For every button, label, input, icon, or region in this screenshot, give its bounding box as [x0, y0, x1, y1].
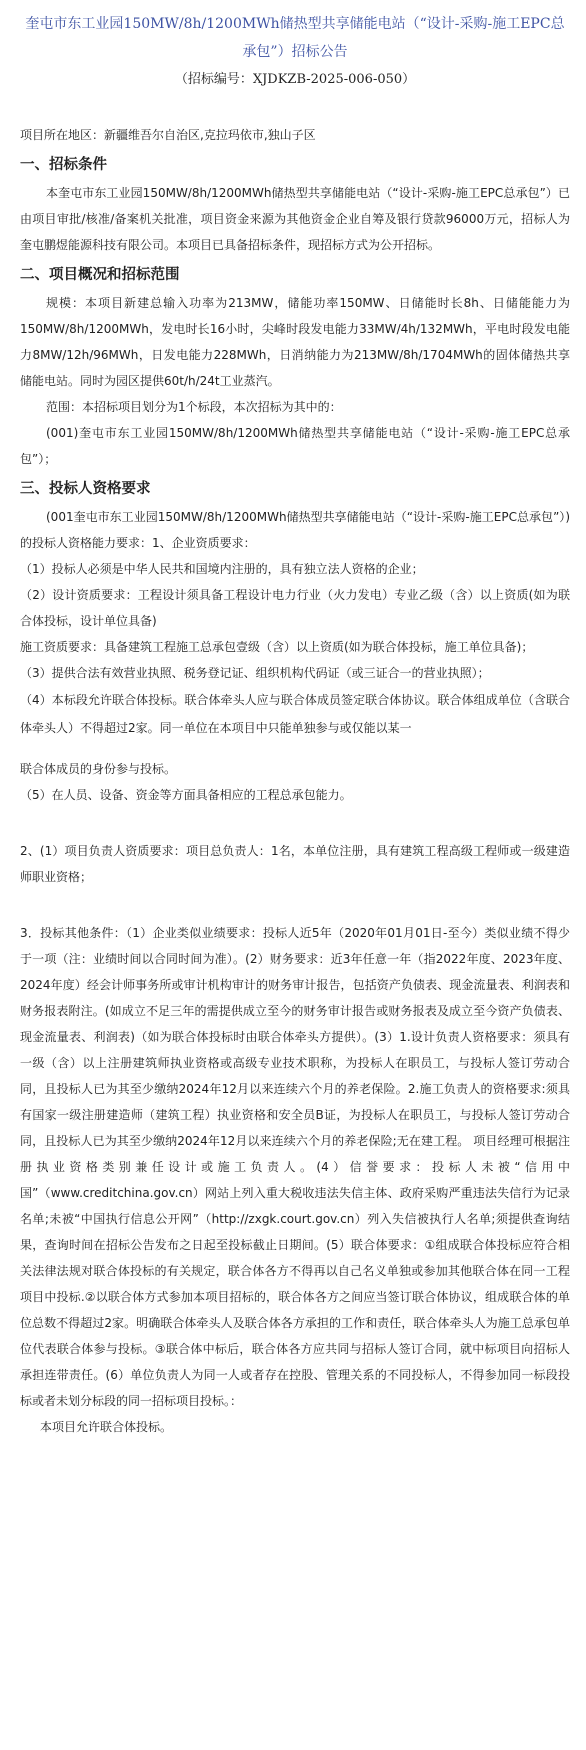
lot-description: (001)奎屯市东工业园150MW/8h/1200MWh储热型共享储能电站（“设计-采购-施工EPC总承包”）； [20, 426, 570, 466]
notice-title: 奎屯市东工业园150MW/8h/1200MWh储热型共享储能电站（“设计-采购-施工EPC总承包”）招标公告 [25, 16, 565, 60]
requirement-4-continued: 联合体成员的身份参与投标。 [20, 762, 177, 776]
requirement-3: （3）提供合法有效营业执照、税务登记证、组织机构代码证（或三证合一的营业执照）； [20, 666, 490, 680]
requirement-5: （5）在人员、设备、资金等方面具备相应的工程总承包能力。 [20, 788, 352, 802]
other-conditions-text: 3．投标其他条件：（1）企业类似业绩要求：投标人近5年（2020年01月01日-至今）类似业绩不得少于一项（注：业绩时间以合同时间为准）。(2）财务要求：近3年任意一年（指2022年度、2023年度、2024年度）经会计师事务所或审计机构审计的财务审计报告，包括资产负债表、现金流量表、利润表和财务报表附注。(如成立不足三年的需提供成立至今的财务审计报告或财务报表及成立至今资产负债表、现金流量表、利润表)（如为联合体投标时由联合体牵头方提供）。(3）1.设计负责人资格要求：须具有一级（含）以上注册建筑师执业资格或高级专业技术职称，为投标人在职员工，与投标人签订劳动合同，且投标人已为其至少缴纳2024年12月以来连续六个月的养老保险。2.施工负责人的资格要求:须具有国家一级注册建造师（建筑工程）执业资格和安全员B证，为投标人在职员工，与投标人签订劳动合同，且投标人已为其至少缴纳2024年12月以来连续六个月的养老保险;无在建工程。 项目经理可根据注册执业资格类别兼任设计或施工负责人。(4）信誉要求：投标人未被“信用中国”（www.creditchina.gov.cn）网站上列入重大税收违法失信主体、政府采购严重违法失信行为记录名单;未被“中国执行信息公开网”（http://zxgk.court.gov.cn）列入失信被执行人名单;须提供查询结果，查询时间在招标公告发布之日起至投标截止日期间。(5）联合体要求：①组成联合体投标应符合相关法律法规对联合体投标的有关规定，联合体各方不得再以自己名义单独或参加其他联合体在同一工程项目中投标.②以联合体方式参加本项目招标的，联合体各方之间应当签订联合体协议，组成联合体的单位总数不得超过2家。明确联合体牵头人及联合体各方承担的工作和责任，联合体牵头人为施工总承包单位代表联合体参与投标。③联合体中标后，联合体各方应共同与招标人签订合同，就中标项目向招标人承担连带责任。(6）单位负责人为同一人或者存在控股、管理关系的不同投标人，不得参加同一标段投标或者未划分标段的同一招标项目投标。： [20, 926, 570, 1408]
bid-number: （招标编号：XJDKZB-2025-006-050） [174, 72, 416, 87]
project-manager-requirement: 2、(1）项目负责人资质要求：项目总负责人：1名，本单位注册，具有建筑工程高级工程师或一级建造师职业资格； [20, 844, 570, 884]
requirement-4: （4）本标段允许联合体投标。联合体牵头人应与联合体成员签定联合体协议。联合体组成单位（含联合体牵头人）不得超过2家。同一单位在本项目中只能单独参与或仅能以某一 [20, 693, 570, 735]
requirement-2-design: （2）设计资质要求：工程设计须具备工程设计电力行业（火力发电）专业乙级（含）以上资质(如为联合体投标，设计单位具备) [20, 588, 570, 628]
requirement-1: （1）投标人必须是中华人民共和国境内注册的，具有独立法人资格的企业； [20, 562, 424, 576]
qualification-intro: (001奎屯市东工业园150MW/8h/1200MWh储热型共享储能电站（“设计-采购-施工EPC总承包”）)的投标人资格能力要求：1、企业资质要求： [20, 510, 570, 550]
bidding-conditions-text: 本奎屯市东工业园150MW/8h/1200MWh储热型共享储能电站（“设计-采购-施工EPC总承包”）已由项目审批/核准/备案机关批准，项目资金来源为其他资金企业自筹及银行贷款96000万元，招标人为奎屯鹏煜能源科技有限公司。本项目已具备招标条件，现招标方式为公开招标。 [20, 186, 570, 252]
project-scale-text: 规模：本项目新建总输入功率为213MW，储能功率150MW、日储能时长8h、日储能能力为150MW/8h/1200MWh，发电时长16小时，尖峰时段发电能力33MW/4h/132MWh，平电时段发电能力8MW/12h/96MWh，日发电能力228MWh，日消纳能力为213MW/8h/1704MWh的固体储热共享储能电站。同时为园区提供60t/h/24t工业蒸汽。 [20, 296, 570, 388]
project-scope-text: 范围：本招标项目划分为1个标段，本次招标为其中的： [46, 400, 342, 414]
section-heading-project-overview: 二、项目概况和招标范围 [20, 267, 180, 283]
section-heading-qualifications: 三、投标人资格要求 [20, 481, 151, 497]
consortium-allowed-note: 本项目允许联合体投标。 [40, 1420, 173, 1434]
project-location: 项目所在地区：新疆维吾尔自治区,克拉玛依市,独山子区 [20, 128, 316, 142]
requirement-2-construction: 施工资质要求：具备建筑工程施工总承包壹级（含）以上资质(如为联合体投标，施工单位具备)； [20, 640, 534, 654]
section-heading-bidding-conditions: 一、招标条件 [20, 157, 107, 173]
